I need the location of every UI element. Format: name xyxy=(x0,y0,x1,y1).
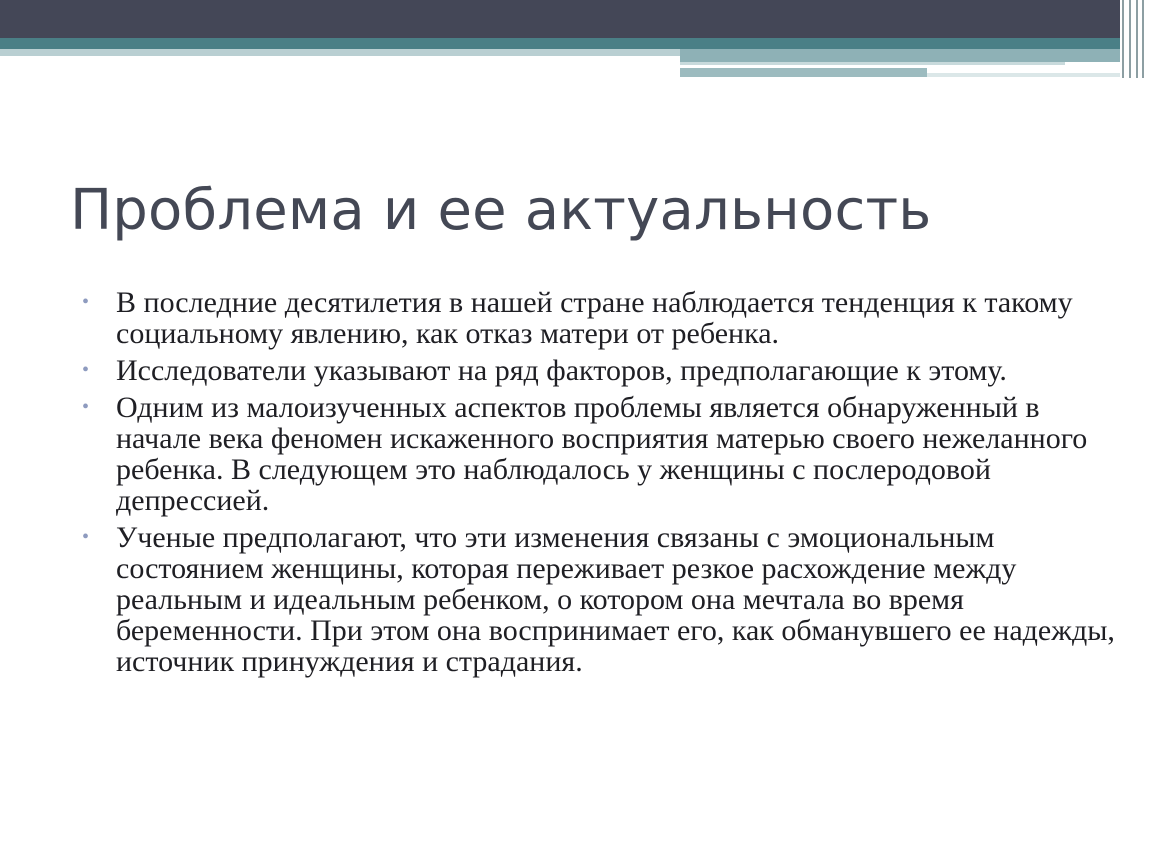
bullet-text: Исследователи указывают на ряд факторов, предполагающие к этому. xyxy=(116,354,1007,387)
bullet-text: Ученые предполагают, что эти изменения связаны с эмоциональным состоянием женщины, которая переживает резкое расхождение между реальным и идеальным ребенком, о котором она мечтала во время беременности. При этом она воспринимает его, как обманувшего ее надежды, источник принуждения и страдания. xyxy=(116,521,1115,678)
banner-teal-band xyxy=(0,38,1120,49)
bullet-item xyxy=(82,355,1122,386)
banner-stripe xyxy=(1122,0,1124,78)
banner-stripe xyxy=(1129,0,1131,78)
banner-stripes xyxy=(1120,0,1150,80)
banner-stripe xyxy=(1142,0,1144,78)
slide-title: Проблема и ее актуальность xyxy=(70,178,932,243)
bullet-dot-icon: • xyxy=(82,396,90,418)
bullet-dot-icon: • xyxy=(82,359,90,381)
banner-stripe xyxy=(1136,0,1138,78)
bullet-item xyxy=(82,287,1122,349)
banner-thin-line xyxy=(680,62,1065,65)
bullet-text: Одним из малоизученных аспектов проблемы является обнаруженный в начале века феномен искаженного восприятия матерью своего нежеланного ребенка. В следующем это наблюдалось у женщины с послеродовой депрессией. xyxy=(116,391,1088,517)
bullet-item xyxy=(82,522,1122,677)
banner-accent-band xyxy=(680,49,1120,62)
bullet-item xyxy=(82,392,1122,516)
bullet-list xyxy=(82,287,1122,683)
bullet-dot-icon: • xyxy=(82,526,90,548)
bullet-dot-icon: • xyxy=(82,291,90,313)
banner-dark-band xyxy=(0,0,1120,38)
header-banner xyxy=(0,0,1150,80)
banner-thin-line xyxy=(927,73,1120,77)
banner-light-band xyxy=(0,49,680,56)
bullet-text: В последние десятилетия в нашей стране наблюдается тенденция к такому социальному явлению, как отказ матери от ребенка. xyxy=(116,286,1073,350)
banner-thin-line xyxy=(680,68,927,77)
